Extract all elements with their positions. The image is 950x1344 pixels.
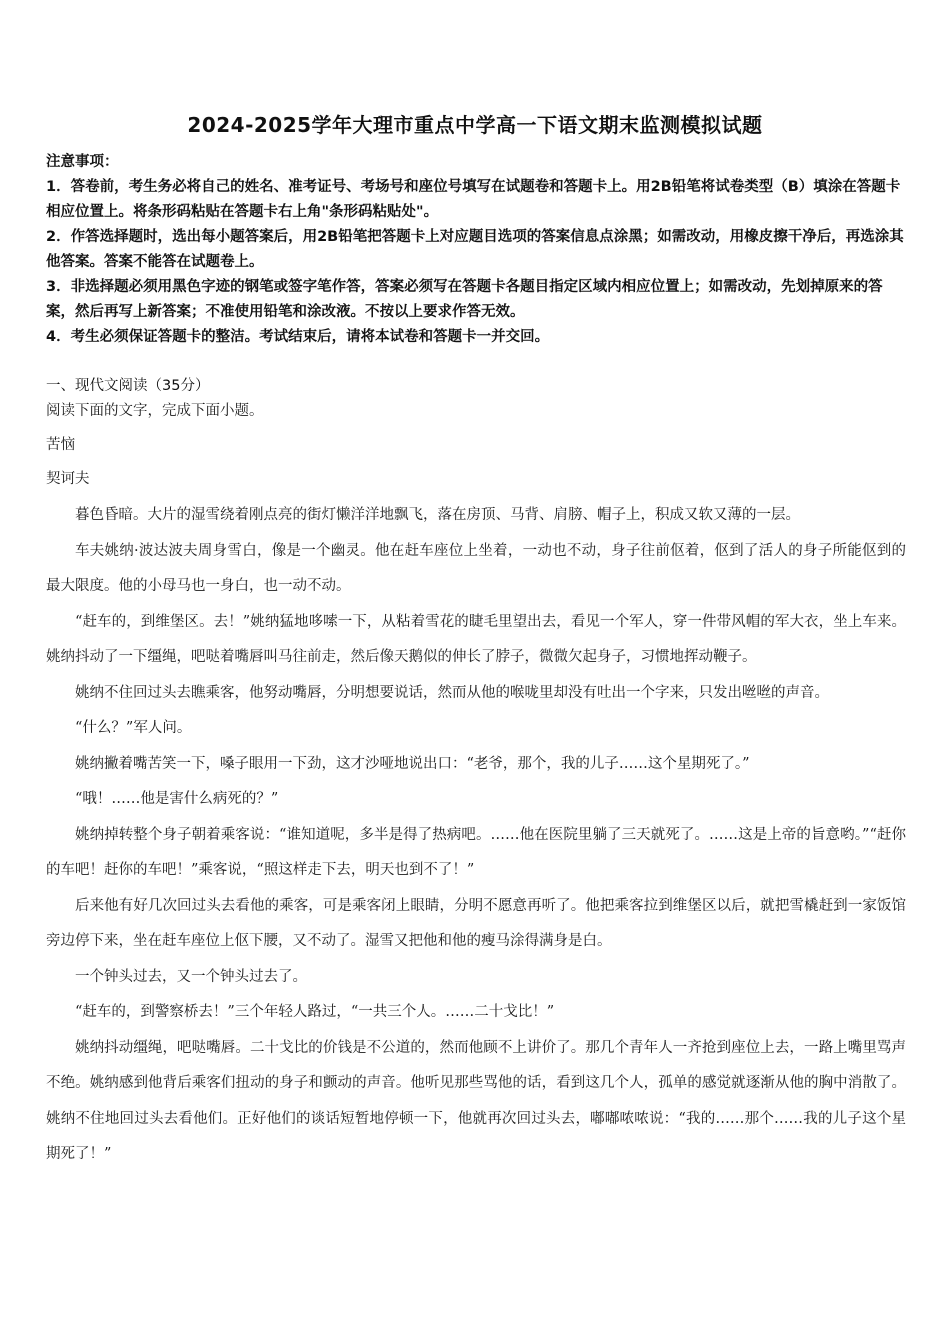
paragraph: “赶车的，到警察桥去！”三个年轻人路过，“一共三个人。……二十戈比！” [75,1004,555,1020]
paragraph: “哦！……他是害什么病死的？” [75,791,279,807]
paragraph: 姚纳不住回过头去瞧乘客，他努动嘴唇，分明想要说话，然而从他的喉咙里却没有吐出一个字来，只发出咝咝的声音。 [75,684,829,701]
notice-heading: 注意事项： [46,154,119,170]
paragraph: 一个钟头过去，又一个钟头过去了。 [75,968,307,985]
reading-passage [46,398,906,1173]
section-heading: 一、现代文阅读（35分） [46,378,210,394]
notice-item-3: 3．非选择题必须用黑色字迹的钢笔或签字笔作答，答案必须写在答题卡各题目指定区域内相应位置上；如需改动，先划掉原来的答案，然后再写上新答案；不准使用铅笔和涂改液。不按以上要求作答无效。 [46,279,883,320]
paragraph: 姚纳撇着嘴苦笑一下，嗓子眼用一下劲，这才沙哑地说出口：“老爷，那个，我的儿子……这个星期死了。” [75,755,750,772]
notice-item-2: 2．作答选择题时，选出每小题答案后，用2B铅笔把答题卡上对应题目选项的答案信息点涂黑；如需改动，用橡皮擦干净后，再选涂其他答案。答案不能答在试题卷上。 [46,229,904,270]
story-author: 契诃夫 [46,471,90,487]
paragraph: 暮色昏暗。大片的湿雪绕着刚点亮的街灯懒洋洋地飘飞，落在房顶、马背、肩膀、帽子上，积成又软又薄的一层。 [75,507,800,523]
reading-instruction: 阅读下面的文字，完成下面小题。 [46,403,264,419]
paragraph: 姚纳抖动缰绳，吧哒嘴唇。二十戈比的价钱是不公道的，然而他顾不上讲价了。那几个青年人一齐抢到座位上去，一路上嘴里骂声不绝。姚纳感到他背后乘客们扭动的身子和颤动的声音。他听见那些骂他的话，看到这几个人，孤单的感觉就逐渐从他的胸中消散了。姚纳不住地回过头去看他们。正好他们的谈话短暂地停顿一下，他就再次回过头去，嘟嘟哝哝说：“我的……那个……我的儿子这个星期死了！” [46,1039,906,1162]
paragraph: “赶车的，到维堡区。去！”姚纳猛地哆嗦一下，从粘着雪花的睫毛里望出去，看见一个军人，穿一件带风帽的军大衣，坐上车来。姚纳抖动了一下缰绳，吧哒着嘴唇叫马往前走，然后像天鹅似的伸长了脖子，微微欠起身子，习惯地挥动鞭子。 [46,613,906,665]
story-title: 苦恼 [46,437,75,453]
page-title: 2024-2025学年大理市重点中学高一下语文期末监测模拟试题 [187,113,763,137]
paragraph: “什么？”军人问。 [75,720,192,736]
notice-item-1: 1．答卷前，考生务必将自己的姓名、准考证号、考场号和座位号填写在试题卷和答题卡上。用2B铅笔将试卷类型（B）填涂在答题卡相应位置上。将条形码粘贴在答题卡右上角"条形码粘贴处"。 [46,179,901,220]
notice-block [46,150,906,350]
paragraph: 车夫姚纳·波达波夫周身雪白，像是一个幽灵。他在赶车座位上坐着，一动也不动，身子往前伛着，伛到了活人的身子所能伛到的最大限度。他的小母马也一身白，也一动不动。 [46,542,906,594]
paragraph: 姚纳掉转整个身子朝着乘客说：“谁知道呢，多半是得了热病吧。……他在医院里躺了三天就死了。……这是上帝的旨意哟。”“赶你的车吧！赶你的车吧！”乘客说，“照这样走下去，明天也到不了！” [46,826,906,878]
notice-item-4: 4．考生必须保证答题卡的整洁。考试结束后，请将本试卷和答题卡一并交回。 [46,329,550,345]
paragraph: 后来他有好几次回过头去看他的乘客，可是乘客闭上眼睛，分明不愿意再听了。他把乘客拉到维堡区以后，就把雪橇赶到一家饭馆旁边停下来，坐在赶车座位上伛下腰，又不动了。湿雪又把他和他的瘦马涂得满身是白。 [46,897,906,949]
